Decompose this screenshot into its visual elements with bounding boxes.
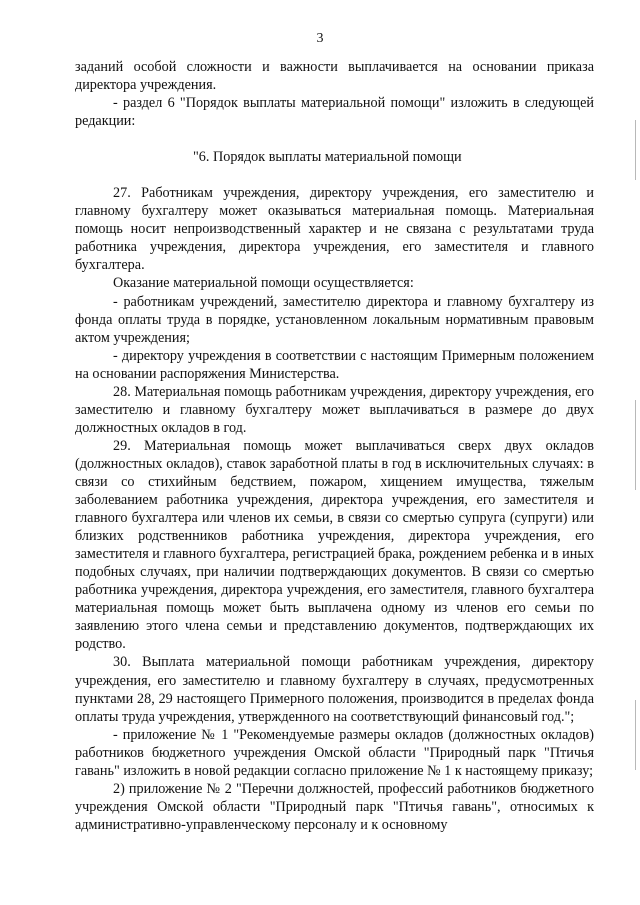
paragraph-continuation: заданий особой сложности и важности выплачивается на основании приказа директора учреждения. [75, 59, 594, 94]
paragraph-appendix-2: 2) приложение № 2 "Перечни должностей, профессий работников бюджетного учреждения Омской области "Природный парк "Птичья гавань", относимых к административно-управленческому персоналу и к основному [75, 780, 594, 833]
document-body [75, 58, 594, 834]
paragraph-item-30: 30. Выплата материальной помощи работникам учреждения, директору учреждения, его заместителю и главному бухгалтеру в случаях, предусмотренных пунктами 28, 29 настоящего Примерного положения, производится в пределах фонда оплаты труда учреждения, утвержденного на соответствующий финансовый год."; [75, 654, 594, 725]
paragraph-list-employees: - работникам учреждений, заместителю директора и главному бухгалтеру из фонда оплаты труда в порядке, установленном локальным нормативным правовым актом учреждения; [75, 293, 594, 346]
page-number: 3 [316, 31, 324, 46]
paragraph-item-28: 28. Материальная помощь работникам учреждения, директору учреждения, его заместителю и главному бухгалтеру может выплачиваться в размере до двух должностных окладов в год. [75, 383, 594, 436]
scan-edge-mark [635, 120, 636, 180]
paragraph-provision: Оказание материальной помощи осуществляется: [113, 275, 414, 292]
paragraph-appendix-1: - приложение № 1 "Рекомендуемые размеры окладов (должностных окладов) работников бюджетного учреждения Омской области "Природный парк "Птичья гавань" изложить в новой редакции согласно приложение № 1 к настоящему приказу; [75, 726, 594, 779]
paragraph-item-29: 29. Материальная помощь может выплачиваться сверх двух окладов (должностных окладов), ставок заработной платы в год в исключительных случаях: в связи со стихийным бедствием, пожаром, хищением имущества, тяжелым заболеванием работника учреждения, директора учреждения, его заместителя и главного бухгалтера или членов их семьи, в связи со смертью супруга (супруги) или близких родственников работника учреждения, директора учреждения, его заместителя и главного бухгалтера, регистрацией брака, рождением ребенка и в иных подобных случаях, при наличии подтверждающих документов. В связи со смертью работника учреждения, директора учреждения, его заместителя, главного бухгалтера материальная помощь может быть выплачена одному из членов его семьи по заявлению этого члена семьи и представлению документов, подтверждающих их родство. [75, 437, 594, 653]
scan-edge-mark [635, 700, 636, 770]
paragraph-item-27: 27. Работникам учреждения, директору учреждения, его заместителю и главному бухгалтеру может оказываться материальная помощь. Материальная помощь носит непроизводственный характер и не связана с результатами труда работника учреждения, директора учреждения, его заместителя и главного бухгалтера. [75, 185, 594, 274]
scan-edge-mark [635, 400, 636, 490]
section-heading: "6. Порядок выплаты материальной помощи [193, 149, 462, 166]
paragraph-list-director: - директору учреждения в соответствии с настоящим Примерным положением на основании распоряжения Министерства. [75, 347, 594, 382]
paragraph-section-6-intro: - раздел 6 "Порядок выплаты материальной помощи" изложить в следующей редакции: [75, 95, 594, 130]
